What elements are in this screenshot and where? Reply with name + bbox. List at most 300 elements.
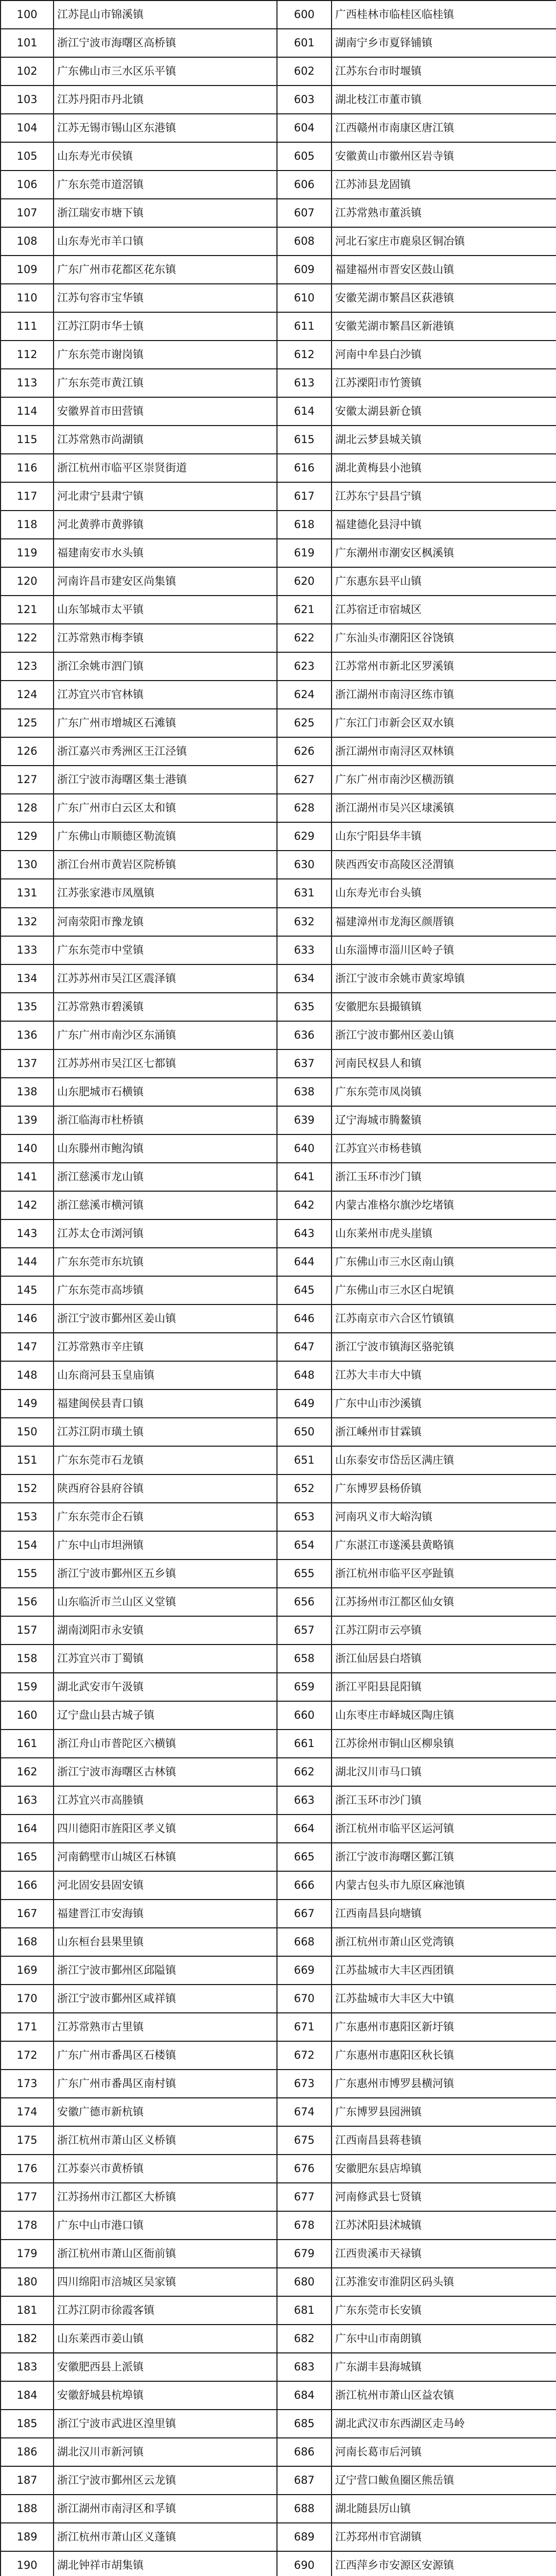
left-town-name-cell: 福建闽侯县青口镇 [54,1389,277,1418]
right-rank-cell: 620 [277,567,332,596]
right-town-name-cell: 湖北黄梅县小池镇 [332,454,556,482]
table-row [1,1389,556,1418]
right-rank-cell: 688 [277,2495,332,2523]
left-rank-cell: 106 [1,171,54,199]
left-town-name-cell: 广东东莞市谢岗镇 [54,341,277,369]
table-row [1,851,556,879]
right-rank-cell: 627 [277,766,332,794]
left-town-name-cell: 广东东莞市高埗镇 [54,1276,277,1304]
left-town-name-cell: 江苏宜兴市官林镇 [54,681,277,709]
left-rank-cell: 153 [1,1503,54,1531]
right-town-name-cell: 陕西西安市高陵区泾渭镇 [332,851,556,879]
right-rank-cell: 654 [277,1531,332,1560]
left-rank-cell: 177 [1,2183,54,2211]
right-rank-cell: 684 [277,2381,332,2410]
left-rank-cell: 129 [1,822,54,851]
right-town-name-cell: 江苏东台市时堰镇 [332,57,556,86]
table-row [1,2240,556,2268]
table-row [1,1276,556,1304]
left-town-name-cell: 浙江慈溪市横河镇 [54,1191,277,1219]
right-rank-cell: 640 [277,1134,332,1163]
left-rank-cell: 131 [1,879,54,907]
right-rank-cell: 683 [277,2353,332,2381]
table-row [1,397,556,426]
right-town-name-cell: 广东湛江市遂溪县黄略镇 [332,1531,556,1560]
right-rank-cell: 663 [277,1786,332,1815]
left-rank-cell: 127 [1,766,54,794]
table-row [1,2211,556,2240]
left-town-name-cell: 湖北武安市午汲镇 [54,1673,277,1701]
right-rank-cell: 666 [277,1871,332,1900]
left-rank-cell: 114 [1,397,54,426]
left-rank-cell: 181 [1,2296,54,2325]
left-town-name-cell: 江苏泰兴市黄桥镇 [54,2155,277,2183]
table-row [1,1956,556,1985]
left-town-name-cell: 广东广州市番禺区南村镇 [54,2070,277,2098]
table-row [1,1248,556,1276]
left-town-name-cell: 浙江瑞安市塘下镇 [54,199,277,227]
table-row [1,511,556,539]
right-rank-cell: 647 [277,1333,332,1361]
right-town-name-cell: 辽宁海城市腾鳌镇 [332,1106,556,1134]
left-town-name-cell: 浙江舟山市普陀区六横镇 [54,1730,277,1758]
right-town-name-cell: 河南巩义市大峪沟镇 [332,1503,556,1531]
right-rank-cell: 670 [277,1985,332,2013]
right-town-name-cell: 江苏宜兴市杨巷镇 [332,1134,556,1163]
left-town-name-cell: 广东东莞市黄江镇 [54,369,277,397]
left-town-name-cell: 浙江宁波市鄞州区咸祥镇 [54,1985,277,2013]
right-rank-cell: 618 [277,511,332,539]
table-row [1,227,556,256]
left-rank-cell: 189 [1,2523,54,2551]
right-town-name-cell: 浙江湖州市南浔区练市镇 [332,681,556,709]
left-rank-cell: 138 [1,1078,54,1106]
right-town-name-cell: 江苏沛县龙固镇 [332,171,556,199]
right-town-name-cell: 河南中牟县白沙镇 [332,341,556,369]
left-town-name-cell: 浙江湖州市南浔区和孚镇 [54,2495,277,2523]
table-row [1,908,556,936]
left-rank-cell: 162 [1,1758,54,1786]
left-town-name-cell: 浙江宁波市海曙区集士港镇 [54,766,277,794]
table-row [1,1,556,29]
right-rank-cell: 686 [277,2438,332,2466]
table-row [1,1021,556,1049]
left-rank-cell: 172 [1,2041,54,2070]
left-town-name-cell: 广东广州市白云区太和镇 [54,794,277,822]
right-rank-cell: 610 [277,284,332,312]
table-row [1,1531,556,1560]
right-town-name-cell: 安徽肥东县店埠镇 [332,2155,556,2183]
table-row [1,1843,556,1871]
left-town-name-cell: 山东寿光市侯镇 [54,142,277,171]
table-row [1,1049,556,1078]
right-rank-cell: 611 [277,312,332,341]
right-rank-cell: 646 [277,1304,332,1333]
left-town-name-cell: 广东中山市坦洲镇 [54,1531,277,1560]
right-town-name-cell: 浙江玉环市沙门镇 [332,1163,556,1191]
table-row [1,142,556,171]
table-row [1,1191,556,1219]
right-town-name-cell: 福建福州市晋安区鼓山镇 [332,256,556,284]
left-rank-cell: 126 [1,737,54,766]
right-town-name-cell: 湖南宁乡市夏铎铺镇 [332,29,556,57]
right-rank-cell: 602 [277,57,332,86]
left-town-name-cell: 江苏常熟市尚湖镇 [54,426,277,454]
left-town-name-cell: 河南荥阳市豫龙镇 [54,908,277,936]
table-row [1,114,556,142]
left-town-name-cell: 广东佛山市顺德区勒流镇 [54,822,277,851]
right-rank-cell: 665 [277,1843,332,1871]
right-rank-cell: 682 [277,2325,332,2353]
left-town-name-cell: 安徽界首市田营镇 [54,397,277,426]
left-town-name-cell: 湖北钟祥市胡集镇 [54,2551,277,2576]
table-row [1,1106,556,1134]
right-rank-cell: 675 [277,2126,332,2155]
left-town-name-cell: 江苏苏州市吴江区七都镇 [54,1049,277,1078]
left-town-name-cell: 山东邹城市太平镇 [54,596,277,624]
table-row [1,2466,556,2495]
right-rank-cell: 674 [277,2098,332,2126]
left-town-name-cell: 江苏丹阳市丹北镇 [54,86,277,114]
right-town-name-cell: 福建漳州市龙海区颜厝镇 [332,908,556,936]
right-rank-cell: 667 [277,1900,332,1928]
table-row [1,936,556,964]
left-rank-cell: 133 [1,936,54,964]
left-town-name-cell: 江苏常熟市辛庄镇 [54,1333,277,1361]
left-town-name-cell: 山东肥城市石横镇 [54,1078,277,1106]
left-rank-cell: 122 [1,624,54,652]
left-rank-cell: 123 [1,652,54,681]
table-row [1,482,556,511]
right-rank-cell: 652 [277,1475,332,1503]
left-rank-cell: 110 [1,284,54,312]
right-town-name-cell: 安徽肥东县撮镇镇 [332,993,556,1021]
left-rank-cell: 117 [1,482,54,511]
right-town-name-cell: 江苏宿迁市宿城区 [332,596,556,624]
left-rank-cell: 149 [1,1389,54,1418]
right-rank-cell: 642 [277,1191,332,1219]
table-row [1,57,556,86]
right-town-name-cell: 江苏徐州市铜山区柳泉镇 [332,1730,556,1758]
right-town-name-cell: 湖北汉川市马口镇 [332,1758,556,1786]
left-rank-cell: 175 [1,2126,54,2155]
left-town-name-cell: 河南鹤壁市山城区石林镇 [54,1843,277,1871]
table-row [1,964,556,993]
right-rank-cell: 678 [277,2211,332,2240]
right-rank-cell: 653 [277,1503,332,1531]
table-row [1,1475,556,1503]
left-rank-cell: 188 [1,2495,54,2523]
table-row [1,2155,556,2183]
left-rank-cell: 108 [1,227,54,256]
right-rank-cell: 669 [277,1956,332,1985]
left-town-name-cell: 江苏无锡市锡山区东港镇 [54,114,277,142]
left-town-name-cell: 四川绵阳市涪城区吴家镇 [54,2268,277,2296]
left-town-name-cell: 浙江临海市杜桥镇 [54,1106,277,1134]
right-town-name-cell: 广东惠东县平山镇 [332,567,556,596]
table-row [1,2126,556,2155]
right-town-name-cell: 广东佛山市三水区南山镇 [332,1248,556,1276]
left-rank-cell: 139 [1,1106,54,1134]
left-town-name-cell: 山东商河县玉皇庙镇 [54,1361,277,1389]
left-rank-cell: 145 [1,1276,54,1304]
left-rank-cell: 174 [1,2098,54,2126]
left-rank-cell: 142 [1,1191,54,1219]
right-town-name-cell: 广东东莞市长安镇 [332,2296,556,2325]
right-town-name-cell: 浙江平阳县昆阳镇 [332,1673,556,1701]
left-rank-cell: 163 [1,1786,54,1815]
left-town-name-cell: 湖北汉川市新河镇 [54,2438,277,2466]
right-rank-cell: 607 [277,199,332,227]
left-rank-cell: 111 [1,312,54,341]
left-town-name-cell: 山东寿光市羊口镇 [54,227,277,256]
right-rank-cell: 619 [277,539,332,567]
right-town-name-cell: 广东惠州市惠阳区新圩镇 [332,2013,556,2041]
table-row [1,2381,556,2410]
table-row [1,539,556,567]
right-rank-cell: 645 [277,1276,332,1304]
right-rank-cell: 672 [277,2041,332,2070]
right-rank-cell: 687 [277,2466,332,2495]
table-row [1,2325,556,2353]
right-rank-cell: 644 [277,1248,332,1276]
right-rank-cell: 641 [277,1163,332,1191]
right-rank-cell: 638 [277,1078,332,1106]
right-town-name-cell: 广东江门市新会区双水镇 [332,709,556,737]
table-row [1,624,556,652]
left-town-name-cell: 江苏苏州市吴江区震泽镇 [54,964,277,993]
right-town-name-cell: 河南民权县人和镇 [332,1049,556,1078]
table-row [1,766,556,794]
right-town-name-cell: 安徽黄山市徽州区岩寺镇 [332,142,556,171]
left-rank-cell: 130 [1,851,54,879]
right-town-name-cell: 浙江仙居县白塔镇 [332,1645,556,1673]
right-rank-cell: 604 [277,114,332,142]
left-town-name-cell: 广东东莞市企石镇 [54,1503,277,1531]
left-town-name-cell: 河北肃宁县肃宁镇 [54,482,277,511]
right-town-name-cell: 江西赣州市南康区唐江镇 [332,114,556,142]
table-row [1,199,556,227]
left-town-name-cell: 浙江台州市黄岩区院桥镇 [54,851,277,879]
left-rank-cell: 166 [1,1871,54,1900]
right-rank-cell: 689 [277,2523,332,2551]
left-rank-cell: 128 [1,794,54,822]
right-rank-cell: 657 [277,1616,332,1645]
table-row [1,794,556,822]
left-town-name-cell: 浙江慈溪市龙山镇 [54,1163,277,1191]
table-row [1,1928,556,1956]
left-rank-cell: 148 [1,1361,54,1389]
left-rank-cell: 187 [1,2466,54,2495]
table-row [1,596,556,624]
right-rank-cell: 612 [277,341,332,369]
right-town-name-cell: 江西萍乡市安源区安源镇 [332,2551,556,2576]
right-rank-cell: 629 [277,822,332,851]
left-town-name-cell: 四川德阳市旌阳区孝义镇 [54,1815,277,1843]
left-rank-cell: 156 [1,1588,54,1616]
left-rank-cell: 182 [1,2325,54,2353]
table-row [1,737,556,766]
table-row [1,2296,556,2325]
table-row [1,1900,556,1928]
table-row [1,29,556,57]
table-row [1,993,556,1021]
left-rank-cell: 158 [1,1645,54,1673]
right-rank-cell: 608 [277,227,332,256]
left-town-name-cell: 浙江杭州市萧山区衙前镇 [54,2240,277,2268]
left-rank-cell: 109 [1,256,54,284]
table-row [1,1333,556,1361]
right-town-name-cell: 江苏东宁县昌宁镇 [332,482,556,511]
right-town-name-cell: 浙江湖州市南浔区双林镇 [332,737,556,766]
table-row [1,1446,556,1475]
right-rank-cell: 690 [277,2551,332,2576]
right-town-name-cell: 江苏淮安市淮阴区码头镇 [332,2268,556,2296]
left-rank-cell: 141 [1,1163,54,1191]
table-row [1,1503,556,1531]
right-town-name-cell: 江苏南京市六合区竹镇镇 [332,1304,556,1333]
right-rank-cell: 637 [277,1049,332,1078]
right-rank-cell: 649 [277,1389,332,1418]
right-rank-cell: 600 [277,1,332,29]
table-row [1,1418,556,1446]
left-town-name-cell: 福建晋江市安海镇 [54,1900,277,1928]
right-town-name-cell: 江苏盐城市大丰区大中镇 [332,1985,556,2013]
left-town-name-cell: 广东东莞市道滘镇 [54,171,277,199]
right-town-name-cell: 湖北云梦县城关镇 [332,426,556,454]
left-rank-cell: 136 [1,1021,54,1049]
table-row [1,1078,556,1106]
right-town-name-cell: 福建德化县浔中镇 [332,511,556,539]
right-town-name-cell: 广东惠州市惠阳区秋长镇 [332,2041,556,2070]
left-rank-cell: 185 [1,2410,54,2438]
right-rank-cell: 634 [277,964,332,993]
left-rank-cell: 173 [1,2070,54,2098]
right-town-name-cell: 江苏溧阳市竹箦镇 [332,369,556,397]
table-row [1,2070,556,2098]
table-row [1,1588,556,1616]
table-row [1,341,556,369]
table-row [1,2098,556,2126]
left-rank-cell: 146 [1,1304,54,1333]
right-town-name-cell: 广东佛山市三水区白坭镇 [332,1276,556,1304]
left-town-name-cell: 安徽肥西县上派镇 [54,2353,277,2381]
left-town-name-cell: 江苏太仓市浏河镇 [54,1219,277,1248]
left-town-name-cell: 浙江宁波市武进区湟里镇 [54,2410,277,2438]
table-row [1,1134,556,1163]
right-rank-cell: 668 [277,1928,332,1956]
table-row [1,1673,556,1701]
left-rank-cell: 121 [1,596,54,624]
right-town-name-cell: 江西南昌县向塘镇 [332,1900,556,1928]
right-rank-cell: 680 [277,2268,332,2296]
right-town-name-cell: 山东淄博市淄川区岭子镇 [332,936,556,964]
right-rank-cell: 630 [277,851,332,879]
left-town-name-cell: 河北固安县固安镇 [54,1871,277,1900]
right-rank-cell: 609 [277,256,332,284]
right-rank-cell: 605 [277,142,332,171]
left-rank-cell: 118 [1,511,54,539]
left-rank-cell: 147 [1,1333,54,1361]
table-row [1,369,556,397]
right-rank-cell: 655 [277,1560,332,1588]
left-town-name-cell: 江苏常熟市碧溪镇 [54,993,277,1021]
left-rank-cell: 124 [1,681,54,709]
left-town-name-cell: 广东广州市增城区石滩镇 [54,709,277,737]
left-town-name-cell: 江苏宜兴市高塍镇 [54,1786,277,1815]
table-row [1,86,556,114]
right-town-name-cell: 江苏常熟市董浜镇 [332,199,556,227]
right-rank-cell: 679 [277,2240,332,2268]
left-town-name-cell: 广东广州市花都区花东镇 [54,256,277,284]
left-town-name-cell: 江苏句容市宝华镇 [54,284,277,312]
left-town-name-cell: 辽宁盘山县古城子镇 [54,1701,277,1730]
right-rank-cell: 601 [277,29,332,57]
right-town-name-cell: 山东莱州市虎头崖镇 [332,1219,556,1248]
table-row [1,2013,556,2041]
left-rank-cell: 178 [1,2211,54,2240]
table-row [1,1560,556,1588]
table-row [1,1304,556,1333]
left-rank-cell: 134 [1,964,54,993]
right-rank-cell: 636 [277,1021,332,1049]
right-town-name-cell: 浙江杭州市临平区亭趾镇 [332,1560,556,1588]
left-town-name-cell: 陕西府谷县府谷镇 [54,1475,277,1503]
right-town-name-cell: 广东博罗县杨侨镇 [332,1475,556,1503]
right-rank-cell: 664 [277,1815,332,1843]
table-row [1,1701,556,1730]
table-row [1,454,556,482]
right-town-name-cell: 山东枣庄市峄城区陶庄镇 [332,1701,556,1730]
left-rank-cell: 169 [1,1956,54,1985]
table-row [1,1163,556,1191]
right-town-name-cell: 江苏盐城市大丰区西团镇 [332,1956,556,1985]
left-rank-cell: 152 [1,1475,54,1503]
table-row [1,1645,556,1673]
left-rank-cell: 132 [1,908,54,936]
left-town-name-cell: 浙江嘉兴市秀洲区王江泾镇 [54,737,277,766]
right-rank-cell: 626 [277,737,332,766]
left-town-name-cell: 湖南浏阳市永安镇 [54,1616,277,1645]
right-rank-cell: 671 [277,2013,332,2041]
right-town-name-cell: 浙江宁波市余姚市黄家埠镇 [332,964,556,993]
right-rank-cell: 681 [277,2296,332,2325]
table-row [1,567,556,596]
left-town-name-cell: 山东桓台县果里镇 [54,1928,277,1956]
table-row [1,171,556,199]
right-town-name-cell: 浙江宁波市镇海区骆驼镇 [332,1333,556,1361]
right-rank-cell: 650 [277,1418,332,1446]
right-rank-cell: 621 [277,596,332,624]
left-rank-cell: 103 [1,86,54,114]
left-rank-cell: 186 [1,2438,54,2466]
left-rank-cell: 170 [1,1985,54,2013]
right-town-name-cell: 广东中山市南朗镇 [332,2325,556,2353]
left-town-name-cell: 安徽舒城县杭埠镇 [54,2381,277,2410]
right-town-name-cell: 安徽芜湖市繁昌区新港镇 [332,312,556,341]
right-rank-cell: 614 [277,397,332,426]
right-town-name-cell: 安徽芜湖市繁昌区荻港镇 [332,284,556,312]
table-row [1,879,556,907]
right-rank-cell: 648 [277,1361,332,1389]
right-town-name-cell: 浙江嵊州市甘霖镇 [332,1418,556,1446]
left-town-name-cell: 广东佛山市三水区乐平镇 [54,57,277,86]
left-rank-cell: 176 [1,2155,54,2183]
left-town-name-cell: 江苏江阴市徐霞客镇 [54,2296,277,2325]
left-town-name-cell: 浙江宁波市鄞州区姜山镇 [54,1304,277,1333]
right-town-name-cell: 广东潮州市潮安区枫溪镇 [332,539,556,567]
right-town-name-cell: 湖北随县厉山镇 [332,2495,556,2523]
